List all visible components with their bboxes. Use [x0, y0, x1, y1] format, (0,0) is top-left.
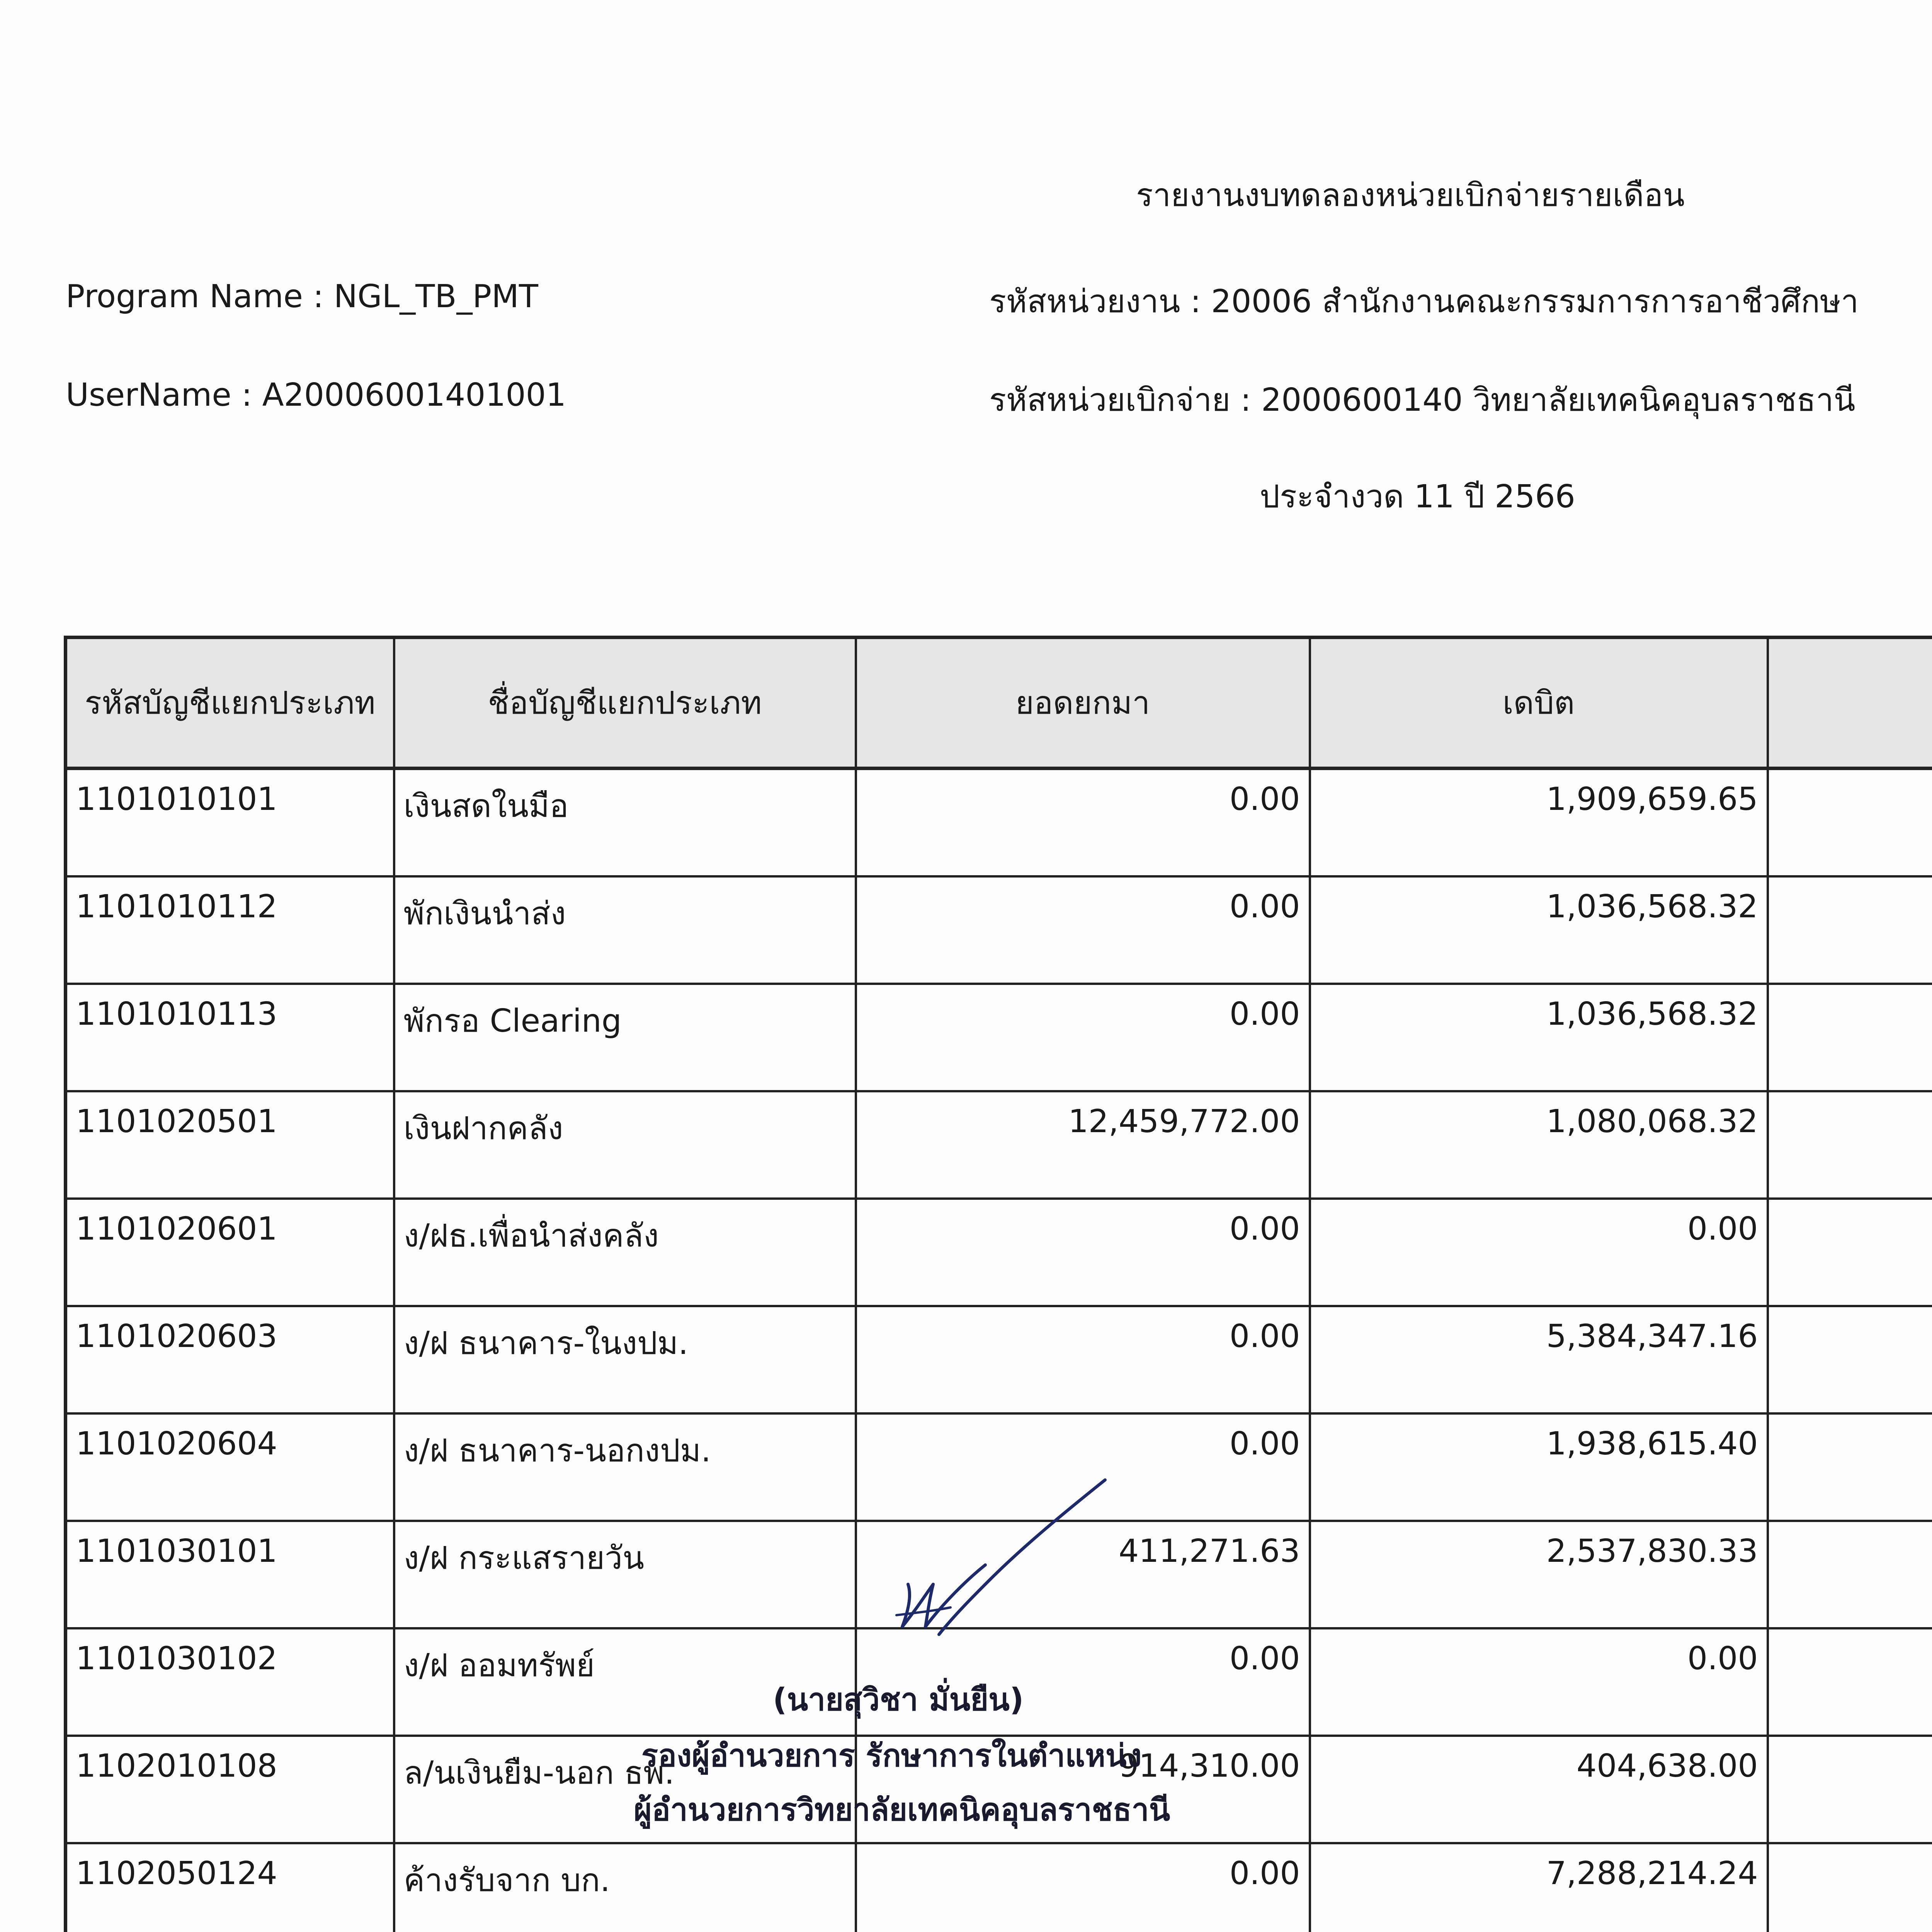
account-name: ง/ฝ ธนาคาร-นอกงปม. — [394, 1413, 856, 1521]
signer-name: (นายสุวิชา มั่นยืน) — [773, 1682, 1024, 1718]
credit — [1768, 984, 1932, 1091]
column-header-account-name: ชื่อบัญชีแยกประเภท — [394, 638, 856, 769]
brought-forward: 0.00 — [856, 1413, 1310, 1521]
credit — [1768, 1306, 1932, 1413]
debit: 2,537,830.33 — [1310, 1521, 1768, 1628]
brought-forward: 0.00 — [856, 1306, 1310, 1413]
program-name: Program Name : NGL_TB_PMT — [66, 278, 538, 315]
account-code: 1101030102 — [66, 1628, 394, 1736]
brought-forward: 12,459,772.00 — [856, 1091, 1310, 1199]
brought-forward: 0.00 — [856, 769, 1310, 877]
brought-forward: 0.00 — [856, 876, 1310, 984]
credit — [1768, 769, 1932, 877]
column-header-brought-forward: ยอดยกมา — [856, 638, 1310, 769]
signer-title-line-2: ผู้อำนวยการวิทยาลัยเทคนิคอุบลราชธานี — [634, 1792, 1170, 1828]
account-code: 1101010101 — [66, 769, 394, 877]
column-header-account-code: รหัสบัญชีแยกประเภท — [66, 638, 394, 769]
table-row — [66, 876, 1932, 984]
handwritten-signature — [850, 1468, 1121, 1669]
credit — [1768, 1628, 1932, 1736]
brought-forward: 0.00 — [856, 1628, 1310, 1736]
brought-forward: 0.00 — [856, 1199, 1310, 1306]
brought-forward: 914,310.00 — [856, 1736, 1310, 1843]
account-code: 1101010113 — [66, 984, 394, 1091]
credit — [1768, 1521, 1932, 1628]
table-row — [66, 1843, 1932, 1932]
table-header-row — [66, 638, 1932, 769]
credit — [1768, 1091, 1932, 1199]
report-period: ประจำงวด 11 ปี 2566 — [1260, 478, 1575, 515]
account-code: 1102050124 — [66, 1843, 394, 1932]
username: UserName : A20006001401001 — [66, 377, 566, 413]
account-name: พักเงินนำส่ง — [394, 876, 856, 984]
credit — [1768, 1736, 1932, 1843]
table-row — [66, 769, 1932, 877]
debit: 404,638.00 — [1310, 1736, 1768, 1843]
table-row — [66, 1091, 1932, 1199]
disbursing-unit-code: รหัสหน่วยเบิกจ่าย : 2000600140 วิทยาลัยเทคนิคอุบลราชธานี — [989, 382, 1855, 418]
debit: 1,036,568.32 — [1310, 984, 1768, 1091]
signer-title-line-1: รองผู้อำนวยการ รักษาการในตำแหน่ง — [641, 1738, 1142, 1774]
account-name: พักรอ Clearing — [394, 984, 856, 1091]
account-name: ค้างรับจาก บก. — [394, 1843, 856, 1932]
debit: 1,909,659.65 — [1310, 769, 1768, 877]
brought-forward: 0.00 — [856, 984, 1310, 1091]
credit — [1768, 1843, 1932, 1932]
account-code: 1101020601 — [66, 1199, 394, 1306]
debit: 1,080,068.32 — [1310, 1091, 1768, 1199]
credit — [1768, 1199, 1932, 1306]
agency-code: รหัสหน่วยงาน : 20006 สำนักงานคณะกรรมการการอาชีวศึกษา — [989, 283, 1859, 320]
account-name: เงินสดในมือ — [394, 769, 856, 877]
account-code: 1102010108 — [66, 1736, 394, 1843]
report-title: รายงานงบทดลองหน่วยเบิกจ่ายรายเดือน — [1136, 177, 1685, 214]
account-name: ง/ฝธ.เพื่อนำส่งคลัง — [394, 1199, 856, 1306]
debit: 1,938,615.40 — [1310, 1413, 1768, 1521]
column-header-credit — [1768, 638, 1932, 769]
brought-forward: 0.00 — [856, 1843, 1310, 1932]
debit: 5,384,347.16 — [1310, 1306, 1768, 1413]
table-row — [66, 1199, 1932, 1306]
debit: 0.00 — [1310, 1199, 1768, 1306]
debit: 1,036,568.32 — [1310, 876, 1768, 984]
account-name: ง/ฝ ออมทรัพย์ — [394, 1628, 856, 1736]
account-code: 1101010112 — [66, 876, 394, 984]
table-row — [66, 1306, 1932, 1413]
table-row — [66, 984, 1932, 1091]
account-code: 1101030101 — [66, 1521, 394, 1628]
account-name: เงินฝากคลัง — [394, 1091, 856, 1199]
column-header-debit: เดบิต — [1310, 638, 1768, 769]
account-name: ล/นเงินยืม-นอก ธพ. — [394, 1736, 856, 1843]
account-name: ง/ฝ กระแสรายวัน — [394, 1521, 856, 1628]
debit: 7,288,214.24 — [1310, 1843, 1768, 1932]
credit — [1768, 1413, 1932, 1521]
account-code: 1101020603 — [66, 1306, 394, 1413]
brought-forward: 411,271.63 — [856, 1521, 1310, 1628]
account-code: 1101020604 — [66, 1413, 394, 1521]
account-code: 1101020501 — [66, 1091, 394, 1199]
credit — [1768, 876, 1932, 984]
debit: 0.00 — [1310, 1628, 1768, 1736]
account-name: ง/ฝ ธนาคาร-ในงปม. — [394, 1306, 856, 1413]
